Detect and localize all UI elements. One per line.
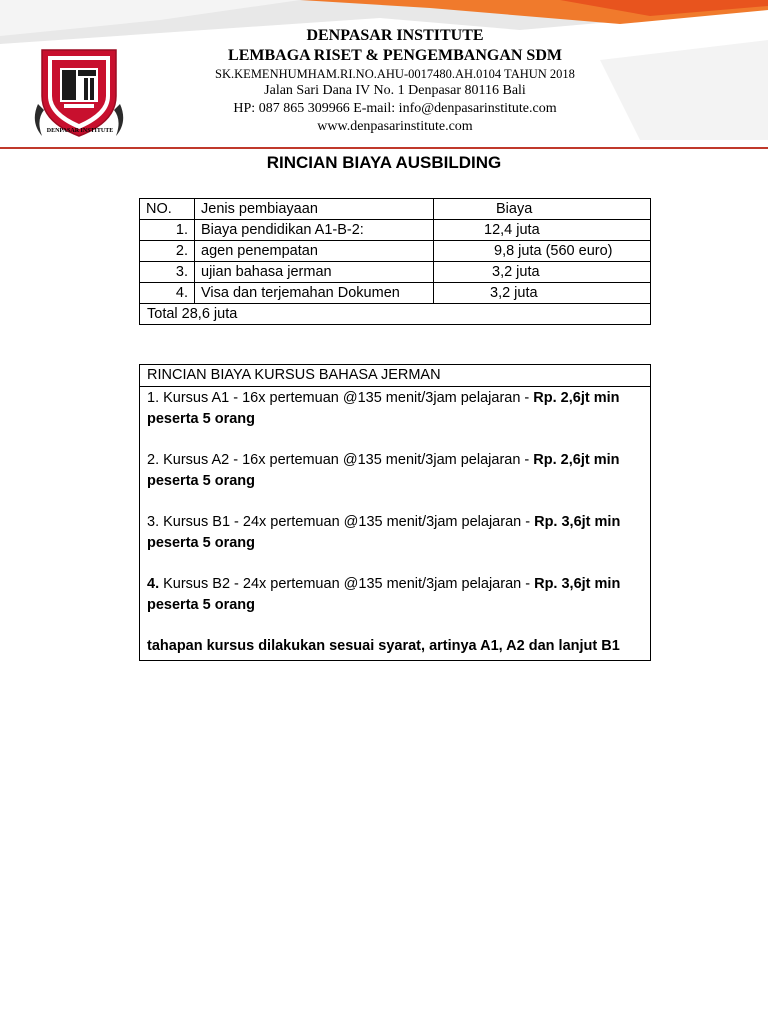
item-text: Kursus B1 - 24x pertemuan @135 menit/3jam pelajaran - [159, 514, 535, 530]
row-cost: 3,2 juta [434, 283, 651, 304]
item-price: Rp. 2,6jt min peserta 5 orang [147, 390, 620, 427]
row-cost: 9,8 juta (560 euro) [434, 241, 651, 262]
org-name: DENPASAR INSTITUTE [306, 27, 484, 44]
table-row [140, 283, 651, 304]
letterhead [190, 26, 600, 136]
row-type: Biaya pendidikan A1-B-2: [195, 220, 434, 241]
list-item [147, 450, 643, 492]
course-note: tahapan kursus dilakukan sesuai syarat, artinya A1, A2 dan lanjut B1 [147, 638, 620, 654]
website: www.denpasarinstitute.com [317, 119, 473, 134]
item-number: 4. [147, 576, 160, 592]
table-header-row [140, 199, 651, 220]
item-price: Rp. 3,6jt min peserta 5 orang [147, 576, 621, 613]
row-type: ujian bahasa jerman [195, 262, 434, 283]
document-title: RINCIAN BIAYA AUSBILDING [266, 153, 502, 172]
row-no: 3. [140, 262, 195, 283]
item-price: Rp. 2,6jt min peserta 5 orang [147, 452, 620, 489]
row-cost: 12,4 juta [434, 220, 651, 241]
org-subtitle: LEMBAGA RISET & PENGEMBANGAN SDM [228, 47, 562, 64]
total-cost: Total 28,6 juta [140, 304, 651, 325]
item-price: Rp. 3,6jt min peserta 5 orang [147, 514, 621, 551]
table-row [140, 241, 651, 262]
row-no: 1. [140, 220, 195, 241]
list-item [147, 388, 643, 430]
banner-right-watermark [600, 40, 768, 140]
list-item [147, 512, 643, 554]
contact-info: HP: 087 865 309966 E-mail: info@denpasarinstitute.com [233, 101, 557, 116]
list-item [147, 574, 643, 616]
column-header-type: Jenis pembiayaan [195, 199, 434, 220]
item-text: Kursus A1 - 16x pertemuan @135 menit/3jam pelajaran - [159, 390, 534, 406]
table-total-row [140, 304, 651, 325]
item-text: Kursus B2 - 24x pertemuan @135 menit/3jam pelajaran - [159, 576, 535, 592]
table-row [140, 220, 651, 241]
table-row [140, 262, 651, 283]
column-header-cost: Biaya [434, 199, 651, 220]
row-no: 2. [140, 241, 195, 262]
row-type: agen penempatan [195, 241, 434, 262]
course-cost-box [139, 364, 651, 661]
header-divider [0, 147, 768, 149]
row-cost: 3,2 juta [434, 262, 651, 283]
registration-number: SK.KEMENHUMHAM.RI.NO.AHU-0017480.AH.0104 TAHUN 2018 [215, 67, 575, 81]
row-no: 4. [140, 283, 195, 304]
course-box-body [140, 387, 650, 660]
item-text: Kursus A2 - 16x pertemuan @135 menit/3jam pelajaran - [159, 452, 534, 468]
address: Jalan Sari Dana IV No. 1 Denpasar 80116 Bali [264, 83, 526, 98]
item-number: 2. [147, 452, 160, 468]
item-number: 3. [147, 514, 160, 530]
course-box-heading: RINCIAN BIAYA KURSUS BAHASA JERMAN [140, 365, 650, 387]
item-number: 1. [147, 390, 160, 406]
row-type: Visa dan terjemahan Dokumen [195, 283, 434, 304]
logo-caption: DENPASAR INSTITUTE [46, 128, 114, 134]
cost-table [139, 198, 651, 325]
column-header-no: NO. [140, 199, 195, 220]
